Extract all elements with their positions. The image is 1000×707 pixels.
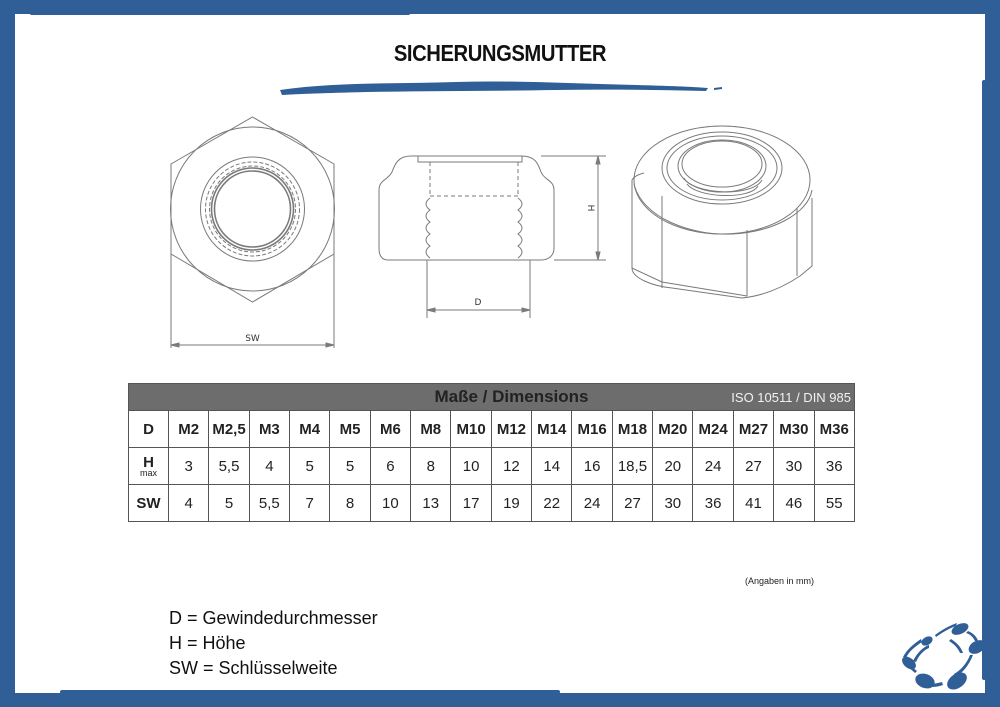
row-label-h [129, 448, 169, 485]
table-cell: 4 [169, 485, 209, 522]
table-cell: 5 [209, 485, 249, 522]
table-cell: 7 [290, 485, 330, 522]
table-row-sw [129, 485, 855, 522]
sw-dimension-label: SW [245, 334, 260, 344]
table-cell: M16 [572, 411, 612, 448]
table-cell: 8 [330, 485, 370, 522]
dimensions-table [128, 383, 855, 522]
legend-item-d: D = Gewindedurchmesser [169, 608, 378, 628]
table-cell: 3 [169, 448, 209, 485]
table-cell: M30 [774, 411, 814, 448]
frame-border-top [0, 0, 1000, 14]
table-cell: M18 [612, 411, 652, 448]
table-title: Maße / Dimensions [434, 387, 589, 406]
section-view-drawing [376, 150, 606, 320]
table-cell: 10 [370, 485, 410, 522]
frame-border-right [985, 0, 1000, 707]
table-cell: 55 [814, 485, 855, 522]
table-cell: 16 [572, 448, 612, 485]
table-cell: 5 [330, 448, 370, 485]
frame-border-bottom [0, 693, 1000, 707]
table-cell: 14 [532, 448, 572, 485]
legend [169, 606, 378, 681]
table-cell: M14 [532, 411, 572, 448]
isometric-view-drawing [622, 118, 822, 304]
table-cell: M2,5 [209, 411, 249, 448]
row-label-h-main: H [143, 453, 154, 471]
table-cell: 12 [491, 448, 531, 485]
table-cell: 5 [290, 448, 330, 485]
table-header-row [129, 384, 855, 411]
table-cell: 41 [733, 485, 773, 522]
table-cell: M27 [733, 411, 773, 448]
table-cell: M24 [693, 411, 733, 448]
table-cell: 17 [451, 485, 491, 522]
brand-logo-icon [893, 617, 988, 695]
table-cell: 30 [653, 485, 693, 522]
table-cell: 13 [411, 485, 451, 522]
table-cell: 5,5 [249, 485, 289, 522]
table-cell: 27 [612, 485, 652, 522]
table-cell: M2 [169, 411, 209, 448]
legend-item-h: H = Höhe [169, 633, 246, 653]
table-cell: M20 [653, 411, 693, 448]
table-cell: 20 [653, 448, 693, 485]
table-cell: 24 [572, 485, 612, 522]
table-cell: 36 [693, 485, 733, 522]
table-norm-label: ISO 10511 / DIN 985 [731, 390, 851, 405]
table-cell: 5,5 [209, 448, 249, 485]
table-header-cell [129, 384, 855, 411]
row-label-sw: SW [129, 485, 169, 522]
table-cell: 24 [693, 448, 733, 485]
brush-stroke-underline [276, 76, 728, 98]
frame-border-left [0, 0, 15, 707]
table-cell: M4 [290, 411, 330, 448]
row-label-h-sub: max [139, 467, 157, 478]
d-dimension-label: D [474, 298, 482, 308]
table-cell: 27 [733, 448, 773, 485]
table-cell: 22 [532, 485, 572, 522]
table-cell: M6 [370, 411, 410, 448]
table-cell: 36 [814, 448, 855, 485]
table-cell: 6 [370, 448, 410, 485]
table-cell: M3 [249, 411, 289, 448]
h-dimension-label: H [585, 204, 595, 212]
table-cell: 4 [249, 448, 289, 485]
table-cell: M36 [814, 411, 855, 448]
table-cell: M8 [411, 411, 451, 448]
table-row-h [129, 448, 855, 485]
table-cell: M12 [491, 411, 531, 448]
table-cell: 10 [451, 448, 491, 485]
page-title: SICHERUNGSMUTTER [393, 40, 607, 66]
table-cell: 46 [774, 485, 814, 522]
table-cell: 30 [774, 448, 814, 485]
table-cell: 8 [411, 448, 451, 485]
table-cell: 19 [491, 485, 531, 522]
table-cell: 18,5 [612, 448, 652, 485]
row-label-d: D [129, 411, 169, 448]
table-cell: M10 [451, 411, 491, 448]
unit-note: (Angaben in mm) [745, 576, 815, 586]
legend-item-sw: SW = Schlüsselweite [169, 658, 338, 678]
table-row-d [129, 411, 855, 448]
top-view-drawing [160, 112, 345, 352]
table-cell: M5 [330, 411, 370, 448]
